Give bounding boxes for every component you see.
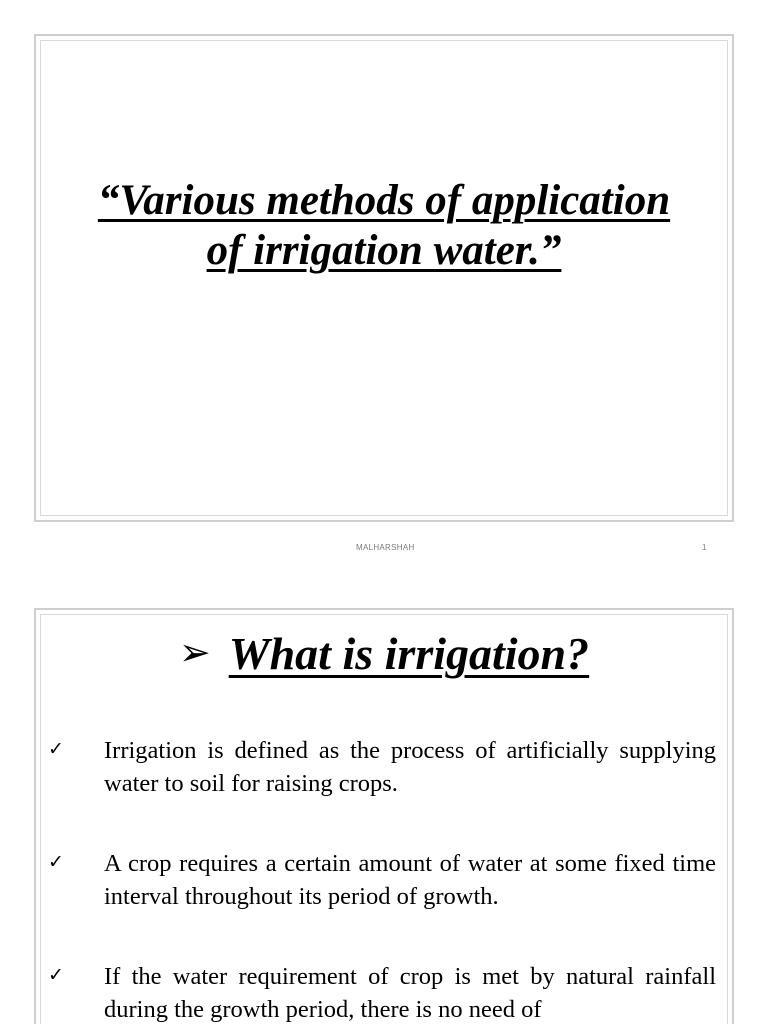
slide-title-line-2: of irrigation water.” bbox=[206, 227, 562, 274]
check-mark-icon: ✓ bbox=[48, 964, 64, 986]
slide-title bbox=[36, 176, 732, 276]
list-item bbox=[36, 847, 732, 960]
list-item bbox=[36, 734, 732, 847]
slide-heading bbox=[36, 624, 732, 682]
footer-author: MALHARSHAH bbox=[356, 543, 415, 552]
slide-footer bbox=[0, 543, 768, 557]
list-item-text: A crop requires a certain amount of water at some fixed time interval throughout its period of growth. bbox=[104, 850, 716, 910]
arrowhead-bullet-icon: ➢ bbox=[178, 630, 211, 674]
check-mark-icon: ✓ bbox=[48, 738, 64, 760]
list-item bbox=[36, 960, 732, 1024]
bullet-list bbox=[36, 734, 732, 1024]
slide-heading-text: What is irrigation? bbox=[228, 628, 590, 679]
slide-1 bbox=[34, 34, 734, 522]
list-item-text: Irrigation is defined as the process of artificially supplying water to soil for raising crops. bbox=[104, 737, 716, 797]
list-item-text: If the water requirement of crop is met by natural rainfall during the growth period, there is no need of bbox=[104, 963, 716, 1023]
slide-title-line-1: “Various methods of application bbox=[97, 177, 671, 224]
slide-2 bbox=[34, 608, 734, 1024]
footer-page-number: 1 bbox=[702, 543, 707, 552]
check-mark-icon: ✓ bbox=[48, 851, 64, 873]
